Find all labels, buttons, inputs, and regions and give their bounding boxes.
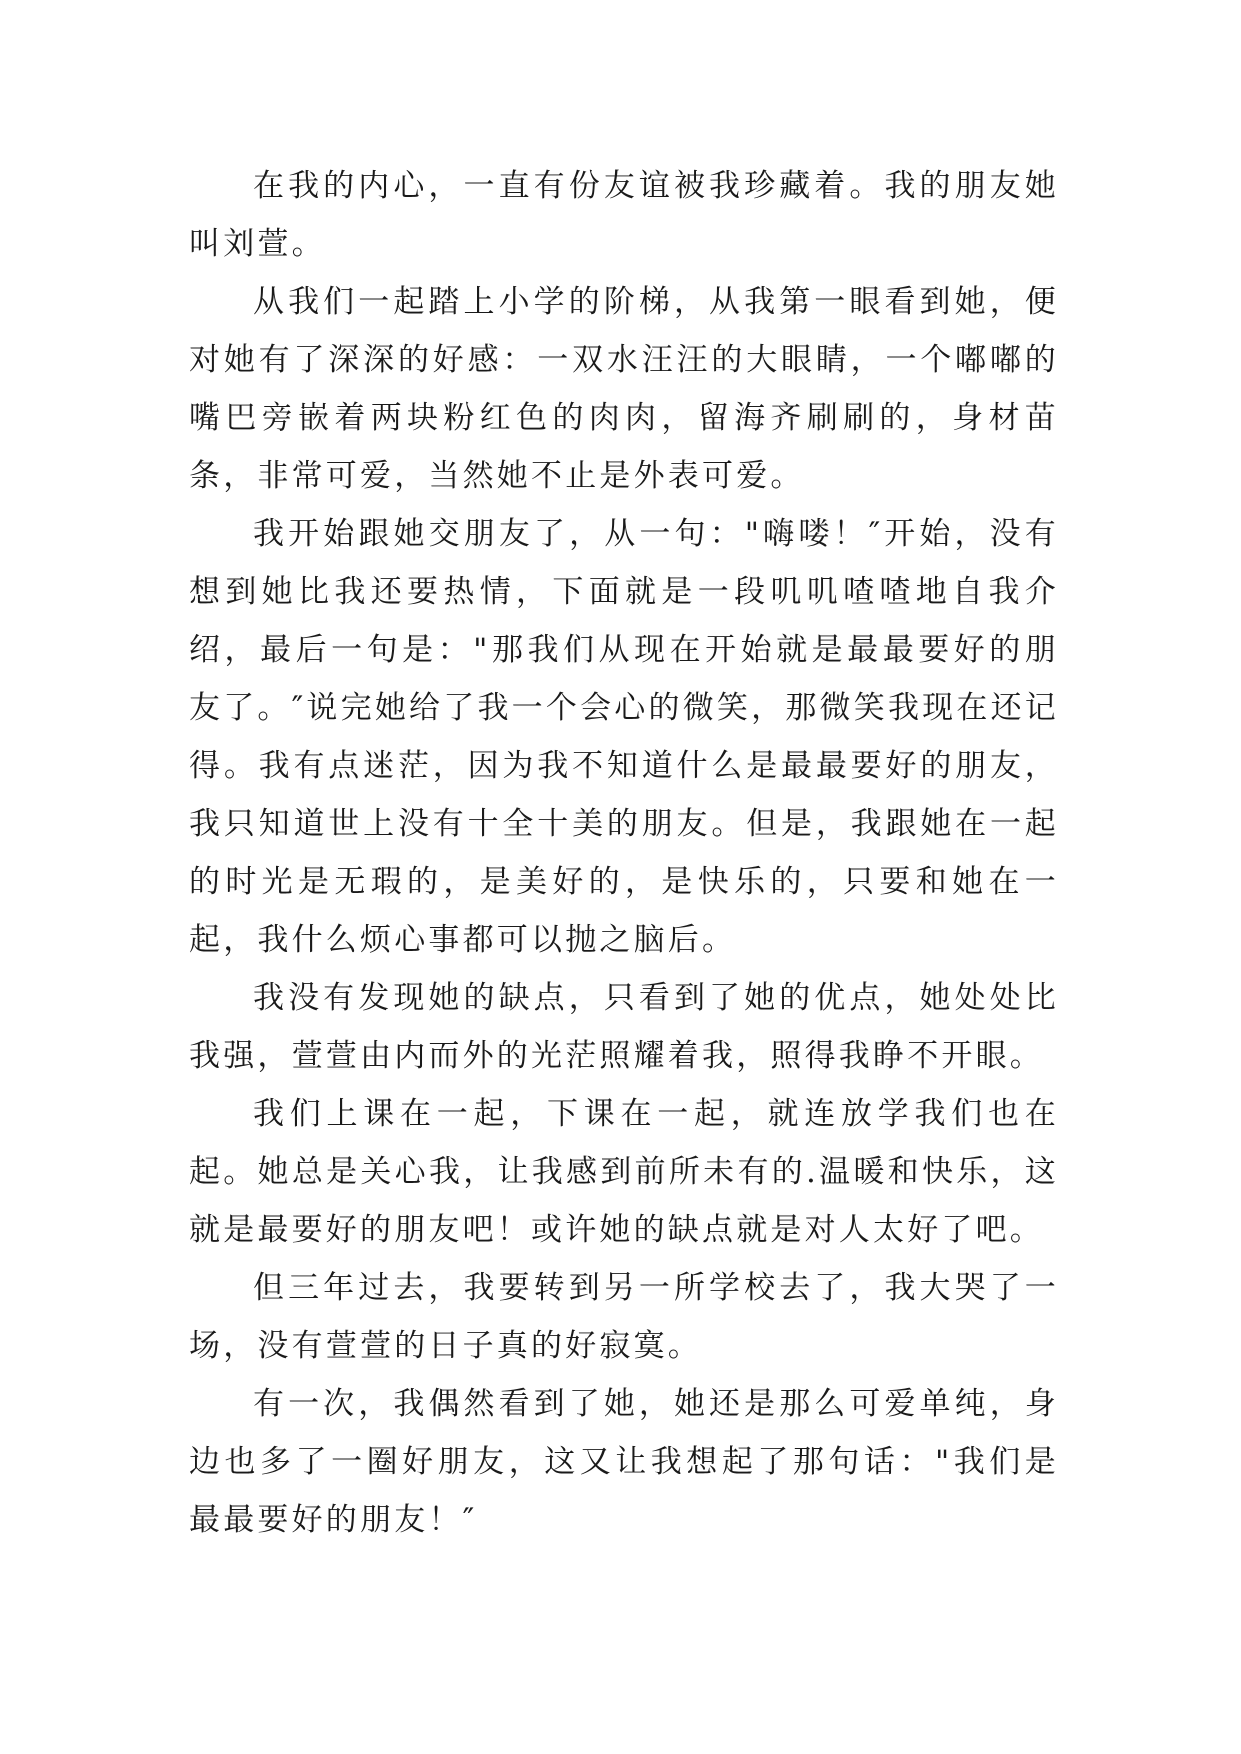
paragraph-3: 我开始跟她交朋友了，从一句："嗨喽！″开始，没有想到她比我还要热情，下面就是一段叽叽喳喳地自我介绍，最后一句是："那我们从现在开始就是最最要好的朋友了。″说完她给了我一个会心的微笑，那微笑我现在还记得。我有点迷茫，因为我不知道什么是最最要好的朋友，我只知道世上没有十全十美的朋友。但是，我跟她在一起的时光是无瑕的，是美好的，是快乐的，只要和她在一起，我什么烦心事都可以抛之脑后。 bbox=[189, 516, 1059, 958]
paragraph-4: 我没有发现她的缺点，只看到了她的优点，她处处比我强，萱萱由内而外的光茫照耀着我，照得我睁不开眼。 bbox=[189, 980, 1059, 1074]
paragraph-1: 在我的内心，一直有份友谊被我珍藏着。我的朋友她叫刘萱。 bbox=[189, 168, 1059, 262]
paragraph-7: 有一次，我偶然看到了她，她还是那么可爱单纯，身边也多了一圈好朋友，这又让我想起了那句话："我们是最最要好的朋友！″ bbox=[189, 1386, 1059, 1538]
paragraph-6: 但三年过去，我要转到另一所学校去了，我大哭了一场，没有萱萱的日子真的好寂寞。 bbox=[189, 1270, 1059, 1364]
paragraph-5: 我们上课在一起，下课在一起，就连放学我们也在起。她总是关心我，让我感到前所未有的.温暖和快乐，这就是最要好的朋友吧！或许她的缺点就是对人太好了吧。 bbox=[189, 1096, 1059, 1248]
paragraph-2: 从我们一起踏上小学的阶梯，从我第一眼看到她，便对她有了深深的好感：一双水汪汪的大眼睛，一个嘟嘟的嘴巴旁嵌着两块粉红色的肉肉，留海齐刷刷的，身材苗条，非常可爱，当然她不止是外表可爱。 bbox=[189, 284, 1059, 494]
essay-body bbox=[189, 157, 1059, 1549]
